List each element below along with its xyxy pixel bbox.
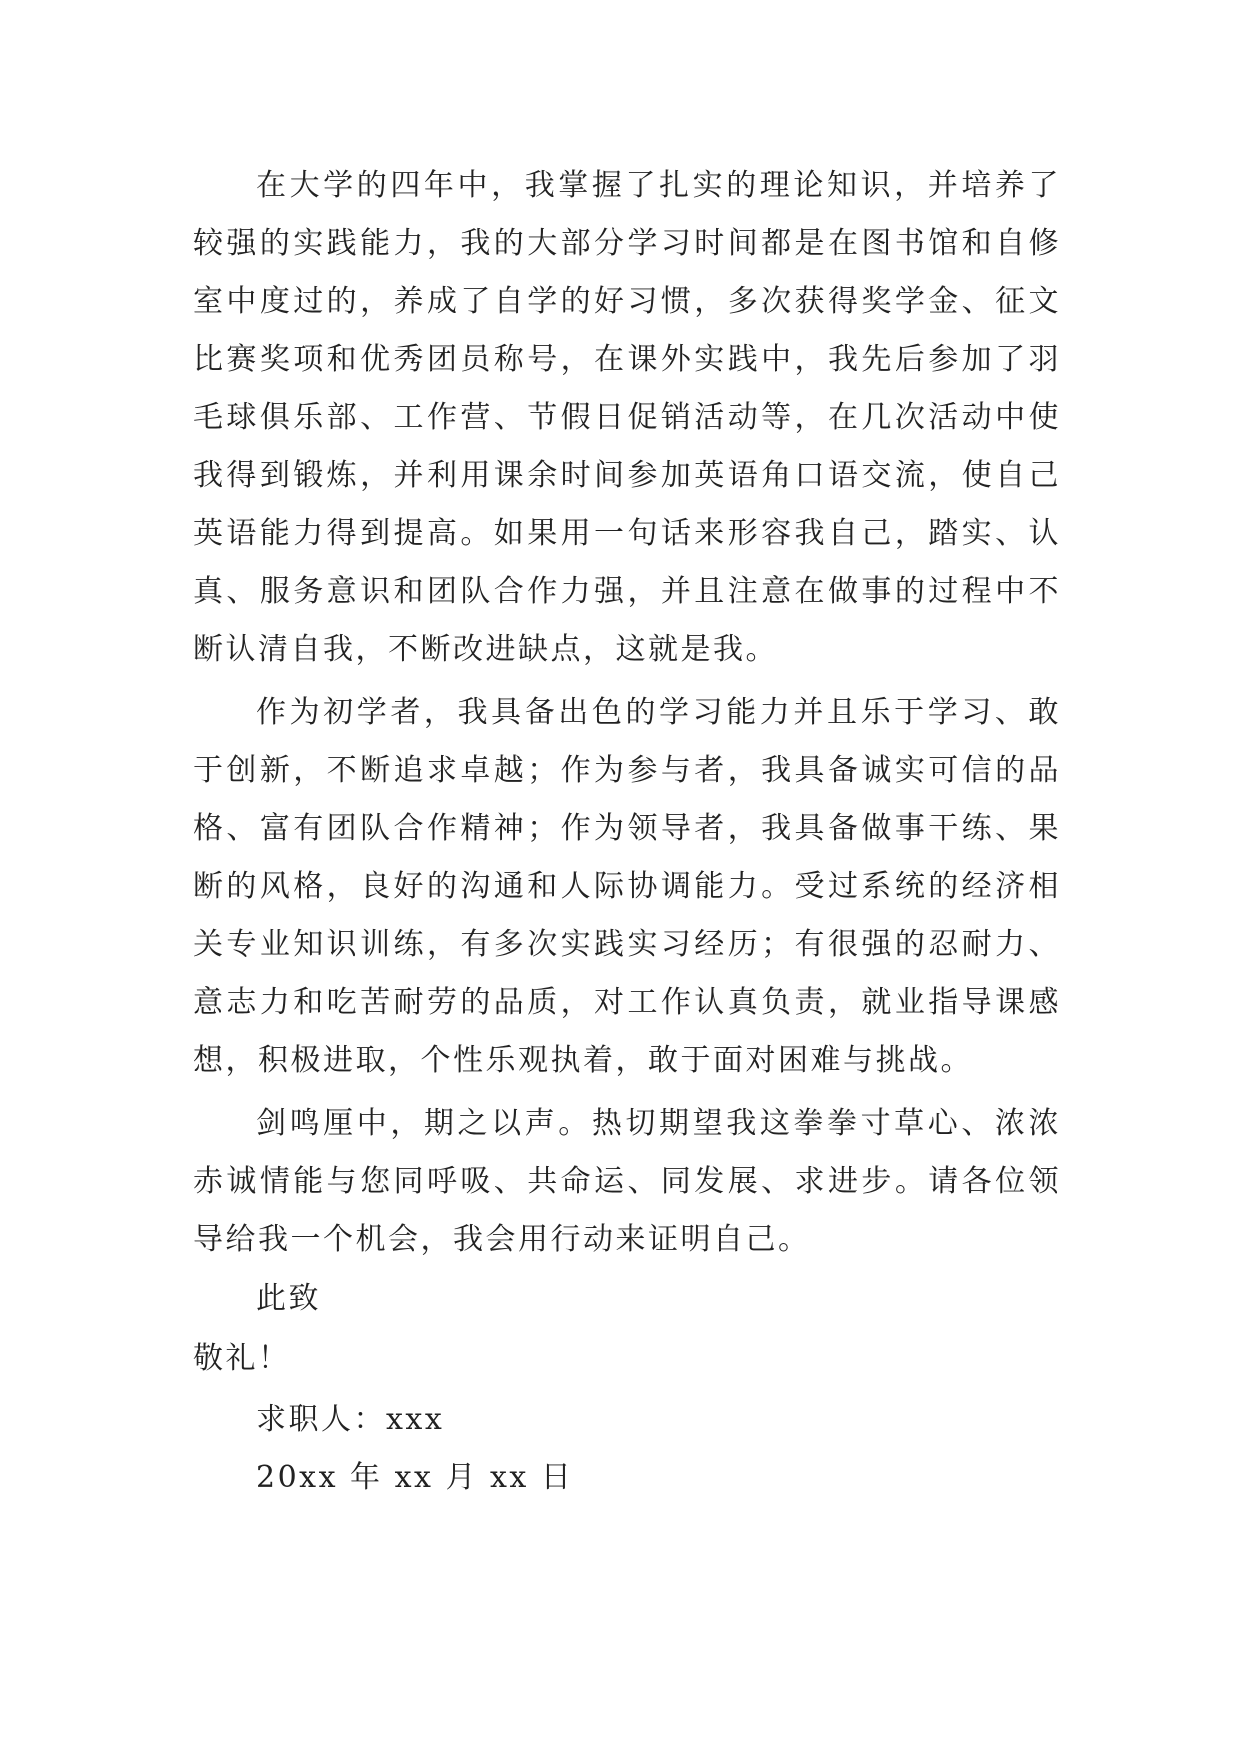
paragraph-line: 格、富有团队合作精神；作为领导者，我具备做事干练、果: [193, 811, 1061, 846]
signature-applicant: 求职人：xxx: [256, 1402, 445, 1437]
paragraph-request: [193, 1095, 1061, 1269]
paragraph-education: [193, 157, 1061, 679]
paragraph-line: 剑鸣厘中，期之以声。热切期望我这拳拳寸草心、浓浓: [256, 1106, 1061, 1141]
paragraph-line: 毛球俱乐部、工作营、节假日促销活动等，在几次活动中使: [193, 400, 1061, 435]
paragraph-line: 想，积极进取，个性乐观执着，敢于面对困难与挑战。: [193, 1043, 973, 1078]
paragraph-line: 比赛奖项和优秀团员称号，在课外实践中，我先后参加了羽: [193, 342, 1061, 377]
closing-salutation: 此致: [256, 1281, 321, 1316]
paragraph-line: 较强的实践能力，我的大部分学习时间都是在图书馆和自修: [193, 226, 1061, 261]
paragraph-line: 断认清自我，不断改进缺点，这就是我。: [193, 632, 778, 667]
signature-date: 20xx 年 xx 月 xx 日: [256, 1460, 574, 1495]
paragraph-line: 意志力和吃苦耐劳的品质，对工作认真负责，就业指导课感: [193, 985, 1061, 1020]
paragraph-line: 断的风格，良好的沟通和人际协调能力。受过系统的经济相: [193, 869, 1061, 904]
paragraph-line: 赤诚情能与您同呼吸、共命运、同发展、求进步。请各位领: [193, 1164, 1061, 1199]
paragraph-line: 作为初学者，我具备出色的学习能力并且乐于学习、敢: [256, 695, 1061, 730]
paragraph-qualities: [193, 684, 1061, 1090]
paragraph-line: 导给我一个机会，我会用行动来证明自己。: [193, 1222, 811, 1257]
paragraph-line: 于创新，不断追求卓越；作为参与者，我具备诚实可信的品: [193, 753, 1061, 788]
paragraph-line: 关专业知识训练，有多次实践实习经历；有很强的忍耐力、: [193, 927, 1061, 962]
paragraph-line: 室中度过的，养成了自学的好习惯，多次获得奖学金、征文: [193, 284, 1061, 319]
letter-closing: [193, 1270, 1061, 1507]
paragraph-line: 在大学的四年中，我掌握了扎实的理论知识，并培养了: [256, 168, 1061, 203]
cover-letter-body: [193, 157, 1061, 1507]
closing-respect: 敬礼！: [193, 1341, 291, 1376]
paragraph-line: 我得到锻炼，并利用课余时间参加英语角口语交流，使自己: [193, 458, 1061, 493]
paragraph-line: 真、服务意识和团队合作力强，并且注意在做事的过程中不: [193, 574, 1061, 609]
paragraph-line: 英语能力得到提高。如果用一句话来形容我自己，踏实、认: [193, 516, 1061, 551]
